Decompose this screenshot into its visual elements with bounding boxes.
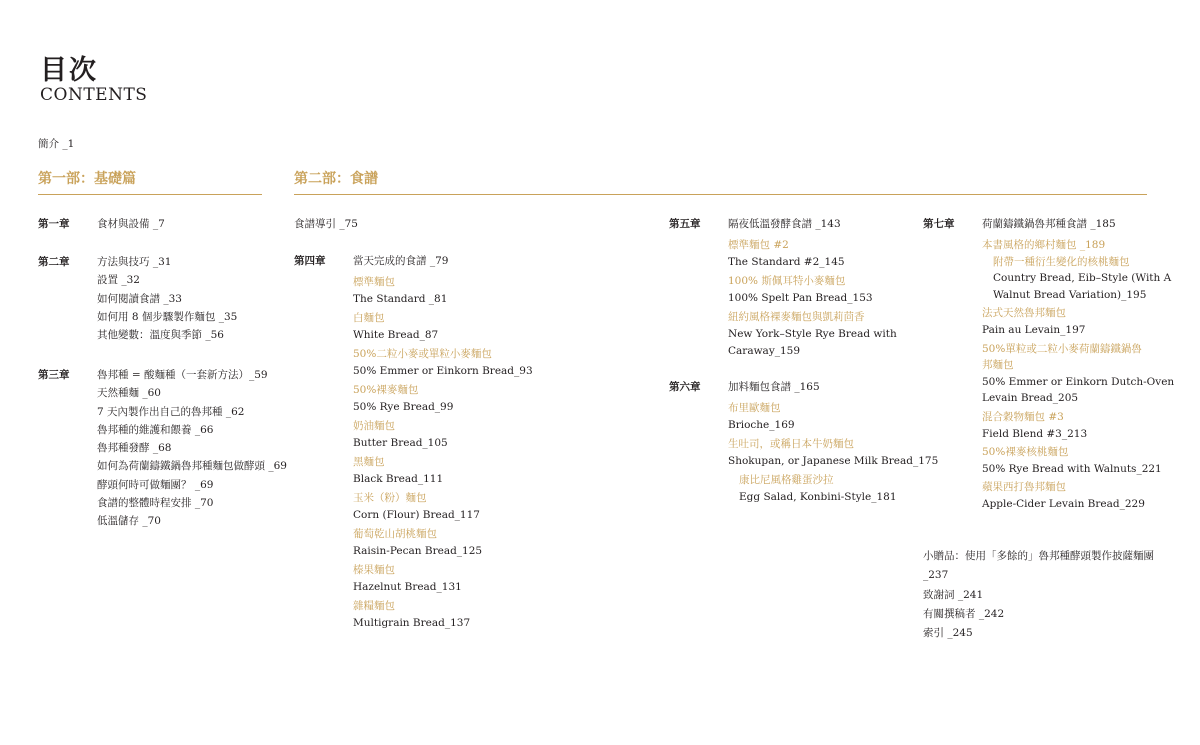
chapter-label: 第六章 [669,381,701,393]
toc-entry: 酵頭何時可做麵團？ _69 [97,478,214,491]
recipe-entry [353,274,533,308]
recipe-zh: 榛果麵包 [353,564,395,576]
toc-entry: 索引 _245 [923,627,973,640]
recipe-zh: 50%裸麥核桃麵包 [982,446,1069,459]
recipe-en: The Standard #2_145 [728,256,845,268]
recipe-entry [982,444,1174,477]
recipe-zh: 附帶一種衍生變化的核桃麵包 [993,255,1130,268]
page-subtitle: CONTENTS [40,85,148,105]
recipe-en: Raisin-Pecan Bread_125 [353,545,483,557]
recipe-entry [982,305,1174,338]
part2-title: 第二部：食譜 [294,171,378,187]
chapter-label: 第二章 [38,256,70,268]
recipe-en: Levain Bread_205 [982,392,1079,405]
recipe-variation [982,254,1174,304]
recipe-zh: 紐約風格裸麥麵包與凱莉茴香 [728,311,865,323]
toc-entry: 低溫儲存 _70 [97,515,161,528]
recipe-zh: 50%二粒小麥或單粒小麥麵包 [353,348,492,360]
recipe-entry [728,273,897,307]
recipe-zh: 50%裸麥麵包 [353,384,419,396]
recipe-entry [982,409,1174,442]
recipe-en: 50% Emmer or Einkorn Bread_93 [353,365,533,377]
recipe-entry [353,526,533,560]
recipe-en: 50% Rye Bread_99 [353,401,454,413]
recipe-entry [353,490,533,524]
toc-entry: 其他變數：溫度與季節 _56 [97,329,224,342]
recipe-en: Hazelnut Bread_131 [353,581,462,593]
recipe-en: The Standard _81 [353,293,448,305]
recipe-en: Pain au Levain_197 [982,323,1086,336]
recipe-zh: 生吐司，或稱日本牛奶麵包 [728,438,854,450]
chapter-label: 第三章 [38,369,70,381]
recipe-zh: 混合穀物麵包 #3 [982,410,1064,423]
recipe-entry [728,400,938,434]
chapter-label: 第七章 [923,218,955,230]
recipe-entry [728,309,897,360]
recipe-zh: 100% 斯佩耳特小麥麵包 [728,275,846,287]
recipe-entry [982,479,1174,512]
page-title: 目次 [40,55,98,86]
part2-divider [294,194,1147,195]
recipe-entry [353,310,533,344]
toc-entry: 小贈品：使用「多餘的」魯邦種酵頭製作披薩麵團 [923,550,1154,562]
toc-entry: 7 天內製作出自己的魯邦種 _62 [97,405,245,418]
recipe-zh: 玉米（粉）麵包 [353,492,427,504]
recipe-en: Shokupan, or Japanese Milk Bread_175 [728,455,939,467]
recipe-en: Apple-Cider Levain Bread_229 [982,497,1145,510]
back-matter [923,547,1183,643]
recipe-en: White Bread_87 [353,329,439,341]
recipe-zh: 標準麵包 #2 [728,239,789,251]
chapter-label: 第五章 [669,218,701,230]
recipe-en: Brioche_169 [728,419,795,431]
chapter-heading: 當天完成的食譜 _79 [353,255,449,267]
toc-entry: 魯邦種 = 酸麵種（一套新方法）_59 [97,369,268,381]
toc-entry: 如何為荷蘭鑄鐵鍋魯邦種麵包做酵頭 _69 [97,460,287,473]
toc-entry: 天然種麵 _60 [97,387,161,400]
toc-entry: 魯邦種發酵 _68 [97,442,172,455]
intro-entry: 簡介 _1 [38,138,75,150]
recipe-en: Black Bread_111 [353,473,444,485]
recipe-en: 50% Rye Bread with Walnuts_221 [982,462,1162,475]
toc-entry: 魯邦種的維護和餵養 _66 [97,423,214,436]
recipe-entry [982,237,1174,303]
recipe-zh: 黑麵包 [353,456,385,468]
recipe-entry [353,562,533,596]
toc-entry: 設置 _32 [97,274,140,287]
recipe-en: Butter Bread_105 [353,437,448,449]
recipe-zh: 康比尼風格雞蛋沙拉 [739,474,834,486]
toc-entry: 如何閱讀食譜 _33 [97,292,182,305]
toc-entry: 致謝詞 _241 [923,588,984,601]
recipe-guide-entry: 食譜導引 _75 [294,218,358,230]
recipe-zh: 白麵包 [353,312,385,324]
chapter-heading: 荷蘭鑄鐵鍋魯邦種食譜 _185 [982,218,1116,230]
part1-title: 第一部：基礎篇 [38,171,136,187]
recipe-zh: 標準麵包 [353,276,395,288]
toc-entry: _237 [923,569,949,582]
recipe-zh: 邦麵包 [982,359,1014,372]
recipe-en: Country Bread, Eib–Style (With A [993,272,1172,285]
chapter-heading: 加料麵包食譜 _165 [728,381,820,393]
toc-entry: 有關撰稿者 _242 [923,607,1005,620]
recipe-entry [728,237,897,271]
recipe-entry [982,341,1174,407]
chapter-heading: 隔夜低溫發酵食譜 _143 [728,218,841,230]
recipe-entry [353,598,533,632]
recipe-en: 100% Spelt Pan Bread_153 [728,292,873,304]
recipe-entry [353,346,533,380]
recipe-zh: 奶油麵包 [353,420,395,432]
recipe-en: Corn (Flour) Bread_117 [353,509,480,521]
recipe-entry [353,382,533,416]
recipe-sub-entry [728,472,938,506]
toc-entry: 食譜的整體時程安排 _70 [97,497,214,510]
recipe-zh: 50%單粒或二粒小麥荷蘭鑄鐵鍋魯 [982,342,1142,355]
recipe-en: Field Blend #3_213 [982,427,1088,440]
toc-entry: 食材與設備 _7 [97,218,165,230]
part1-divider [38,194,262,195]
recipe-en: Multigrain Bread_137 [353,617,471,629]
recipe-zh: 蘋果西打魯邦麵包 [982,481,1066,494]
recipe-zh: 布里歐麵包 [728,402,781,414]
recipe-entry [353,454,533,488]
recipe-en: New York–Style Rye Bread with [728,328,897,340]
recipe-zh: 法式天然魯邦麵包 [982,307,1066,320]
recipe-en: Walnut Bread Variation)_195 [993,288,1147,301]
recipe-entry [728,436,938,470]
chapter-label: 第一章 [38,218,70,230]
toc-entry: 方法與技巧 _31 [97,256,172,268]
recipe-zh: 本書風格的鄉村麵包 _189 [982,239,1106,251]
recipe-zh: 雜糧麵包 [353,600,395,612]
recipe-en: 50% Emmer or Einkorn Dutch-Oven [982,375,1175,388]
recipe-en: Caraway_159 [728,345,801,357]
recipe-en: Egg Salad, Konbini-Style_181 [739,491,897,503]
recipe-entry [353,418,533,452]
chapter-label: 第四章 [294,255,326,267]
recipe-zh: 葡萄乾山胡桃麵包 [353,528,437,540]
toc-entry: 如何用 8 個步驟製作麵包 _35 [97,310,238,323]
